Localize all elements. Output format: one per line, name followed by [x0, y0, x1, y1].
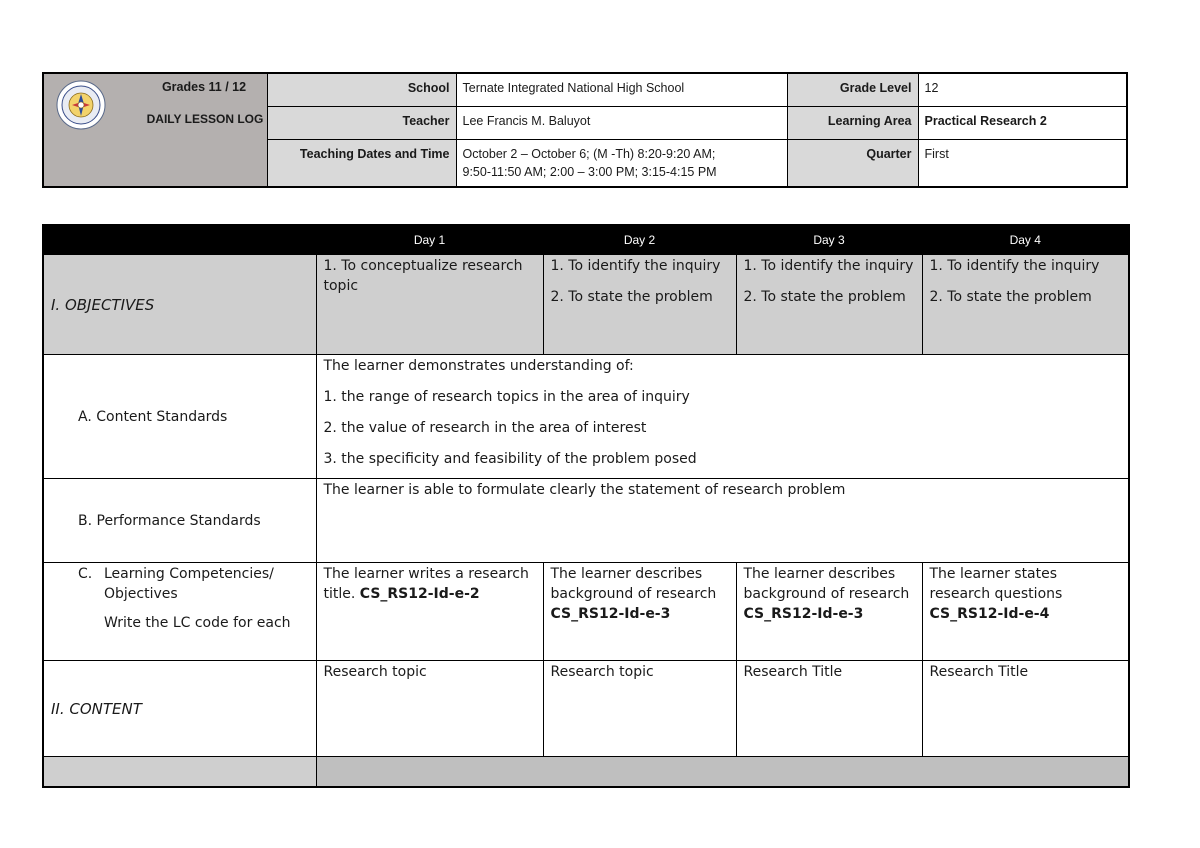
objectives-day-3 [736, 255, 922, 355]
objective-item: 1. To identify the inquiry [929, 258, 1100, 274]
deped-seal-icon [56, 80, 106, 130]
content-day-2: Research topic [543, 661, 736, 757]
quarter-label: Quarter [787, 140, 918, 188]
objectives-row [43, 255, 1129, 355]
objectives-day-4 [922, 255, 1129, 355]
learning-area-label: Learning Area [787, 107, 918, 140]
daily-lesson-log-title: DAILY LESSON LOG [146, 112, 264, 126]
teaching-dates-value [456, 140, 787, 188]
content-standards-label: A. Content Standards [43, 355, 316, 479]
performance-standards-text: The learner is able to formulate clearly the statement of research problem [316, 479, 1129, 563]
lc-code: CS_RS12-Id-e-3 [550, 606, 671, 622]
competencies-sublabel: Write the LC code for each [104, 615, 291, 631]
divider-label-cell [43, 757, 316, 787]
lesson-log-header [42, 72, 1128, 188]
dates-line-1: October 2 – October 6; (M -Th) 8:20-9:20 AM; [462, 147, 716, 161]
standards-item: 2. the value of research in the area of interest [323, 420, 647, 436]
school-label: School [267, 73, 456, 107]
competency-text: The learner describes background of research [743, 566, 910, 602]
competencies-marker: C. [78, 566, 93, 582]
content-standards-row [43, 355, 1129, 479]
competency-day-1 [316, 563, 543, 661]
grade-level-value: 12 [918, 73, 1127, 107]
competencies-label: Learning Competencies/ Objectives [104, 566, 274, 602]
logo-cell [43, 73, 267, 187]
day-1-header: Day 1 [316, 225, 543, 255]
competency-day-2 [543, 563, 736, 661]
standards-intro: The learner demonstrates understanding of: [323, 358, 634, 374]
objectives-label: I. OBJECTIVES [43, 255, 316, 355]
competency-text: The learner describes background of research [550, 566, 717, 602]
objective-item: 2. To state the problem [550, 289, 713, 305]
standards-item: 1. the range of research topics in the area of inquiry [323, 389, 690, 405]
competencies-row [43, 563, 1129, 661]
content-label: II. CONTENT [43, 661, 316, 757]
objective-item: 2. To state the problem [929, 289, 1092, 305]
objective-item: 1. To identify the inquiry [550, 258, 721, 274]
competencies-label-cell [43, 563, 316, 661]
standards-item: 3. the specificity and feasibility of the problem posed [323, 451, 697, 467]
content-day-1: Research topic [316, 661, 543, 757]
teacher-label: Teacher [267, 107, 456, 140]
lc-code: CS_RS12-Id-e-2 [359, 586, 480, 602]
dates-line-2: 9:50-11:50 AM; 2:00 – 3:00 PM; 3:15-4:15 PM [462, 165, 717, 179]
day-4-header: Day 4 [922, 225, 1129, 255]
learning-area-value: Practical Research 2 [918, 107, 1127, 140]
teaching-dates-label: Teaching Dates and Time [267, 140, 456, 188]
day-3-header: Day 3 [736, 225, 922, 255]
objective-item: 2. To state the problem [743, 289, 906, 305]
quarter-value: First [918, 140, 1127, 188]
teacher-value: Lee Francis M. Baluyot [456, 107, 787, 140]
grades-label: Grades 11 / 12 [161, 80, 247, 94]
day-2-header: Day 2 [543, 225, 736, 255]
content-day-3: Research Title [736, 661, 922, 757]
content-day-4: Research Title [922, 661, 1129, 757]
lesson-log-table [42, 224, 1130, 788]
grade-level-label: Grade Level [787, 73, 918, 107]
divider-content-cell [316, 757, 1129, 787]
corner-cell [43, 225, 316, 255]
lc-code: CS_RS12-Id-e-4 [929, 606, 1050, 622]
objective-item: 1. To identify the inquiry [743, 258, 914, 274]
content-standards-text [316, 355, 1129, 479]
content-row [43, 661, 1129, 757]
section-divider-row [43, 757, 1129, 787]
school-value: Ternate Integrated National High School [456, 73, 787, 107]
competency-text: The learner states research questions [929, 566, 1063, 602]
lc-code: CS_RS12-Id-e-3 [743, 606, 864, 622]
competency-day-3 [736, 563, 922, 661]
competency-day-4 [922, 563, 1129, 661]
objectives-day-1: 1. To conceptualize research topic [316, 255, 543, 355]
competency-text: The learner writes a research title. [323, 566, 529, 602]
performance-standards-label: B. Performance Standards [43, 479, 316, 563]
objectives-day-2 [543, 255, 736, 355]
day-header-row [43, 225, 1129, 255]
performance-standards-row [43, 479, 1129, 563]
